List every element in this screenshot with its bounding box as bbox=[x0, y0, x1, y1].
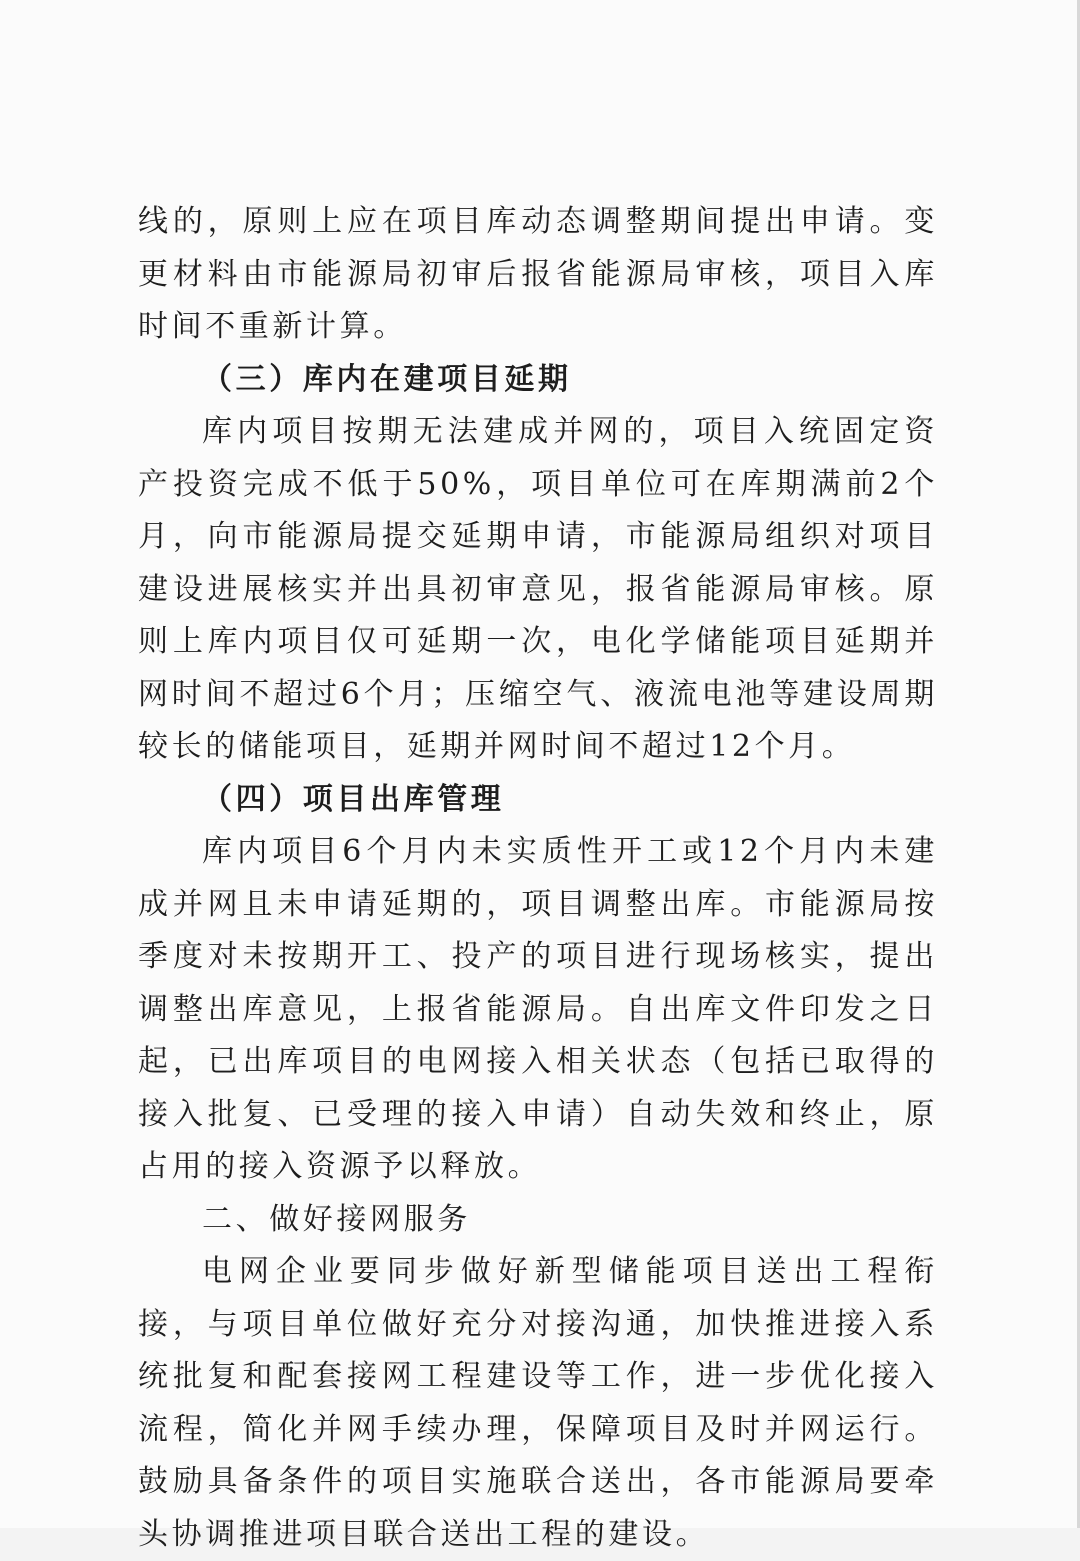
paragraph-continued: 线的，原则上应在项目库动态调整期间提出申请。变更材料由市能源局初审后报省能源局审核，项目入库时间不重新计算。 bbox=[138, 204, 938, 344]
heading-project-exit-management: （四）项目出库管理 bbox=[202, 781, 505, 817]
paragraph-project-exit-management: 库内项目6个月内未实质性开工或12个月内未建成并网且未申请延期的，项目调整出库。市能源局按季度对未按期开工、投产的项目进行现场核实，提出调整出库意见，上报省能源局。自出库文件印发之日起，已出库项目的电网接入相关状态（包括已取得的接入批复、已受理的接入申请）自动失效和终止，原占用的接入资源予以释放。 bbox=[138, 834, 938, 1184]
heading-project-extension: （三）库内在建项目延期 bbox=[202, 361, 572, 397]
paragraph-project-extension: 库内项目按期无法建成并网的，项目入统固定资产投资完成不低于50%，项目单位可在库期满前2个月，向市能源局提交延期申请，市能源局组织对项目建设进展核实并出具初审意见，报省能源局审核。原则上库内项目仅可延期一次，电化学储能项目延期并网时间不超过6个月；压缩空气、液流电池等建设周期较长的储能项目，延期并网时间不超过12个月。 bbox=[138, 414, 938, 764]
paragraph-grid-connection-service: 电网企业要同步做好新型储能项目送出工程衔接，与项目单位做好充分对接沟通，加快推进接入系统批复和配套接网工程建设等工作，进一步优化接入流程，简化并网手续办理，保障项目及时并网运行。鼓励具备条件的项目实施联合送出，各市能源局要牵头协调推进项目联合送出工程的建设。 bbox=[138, 1254, 938, 1552]
heading-grid-connection-service: 二、做好接网服务 bbox=[202, 1201, 471, 1237]
document-body bbox=[138, 196, 938, 1561]
